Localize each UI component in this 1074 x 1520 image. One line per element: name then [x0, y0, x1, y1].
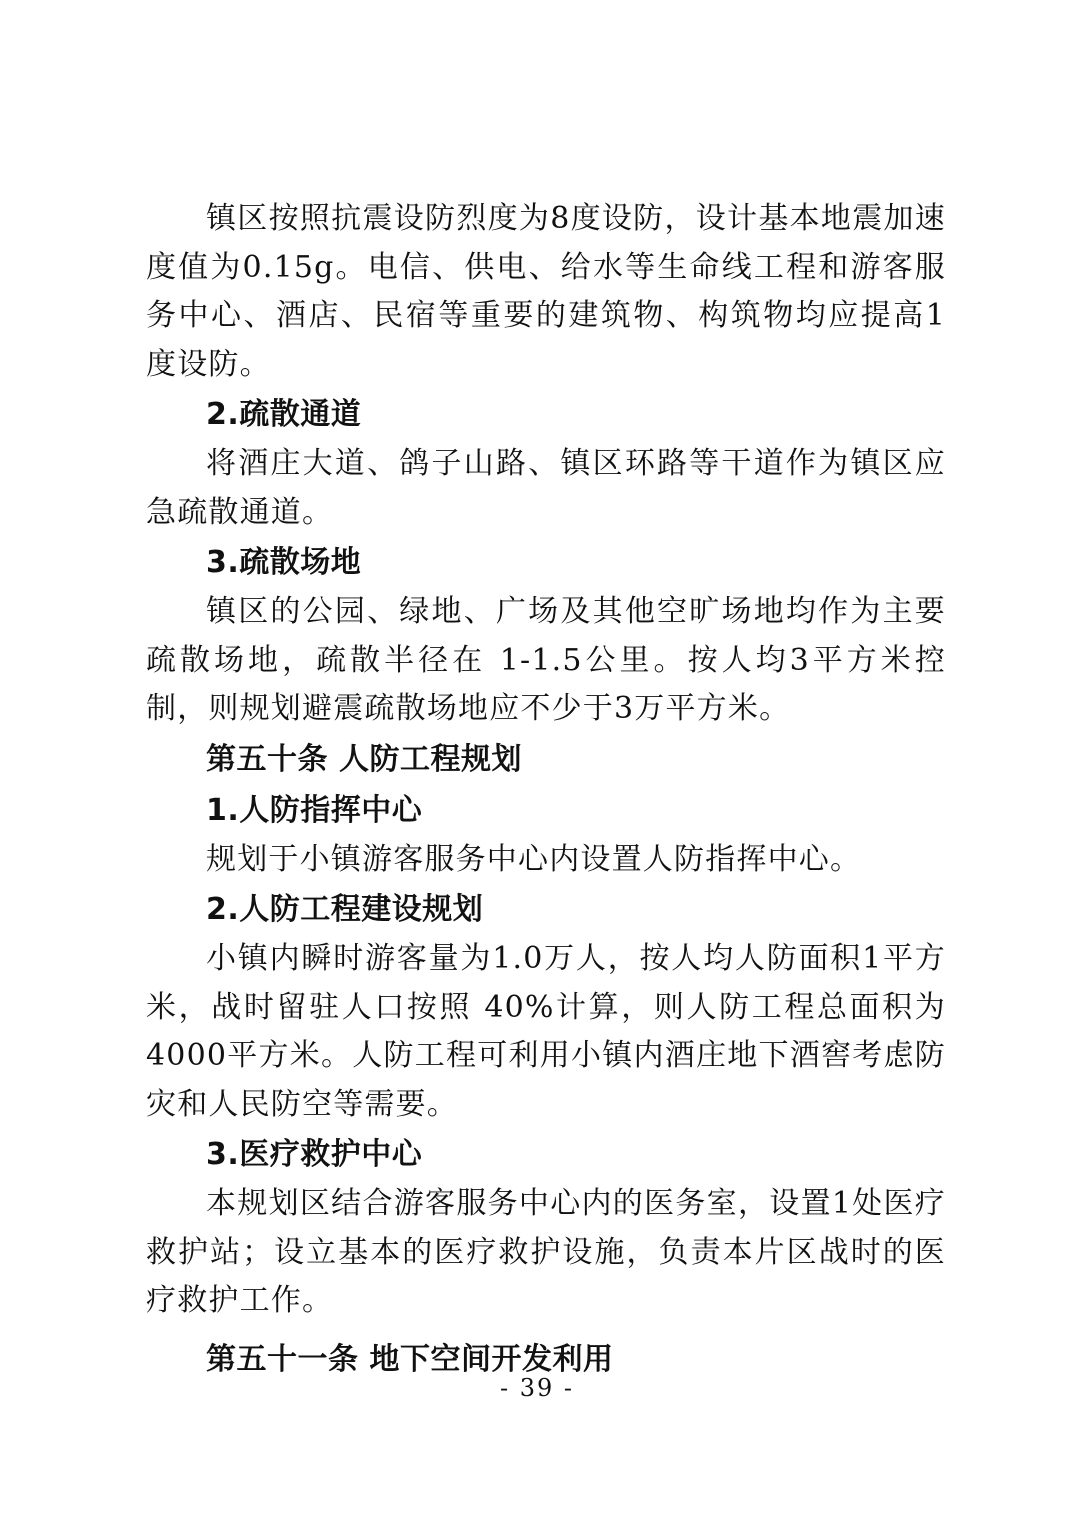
heading-evacuation-routes: 2.疏散通道 — [206, 397, 362, 432]
paragraph-civil-defense-command: 规划于小镇游客服务中心内设置人防指挥中心。 — [206, 841, 862, 877]
heading-medical-rescue-center: 3.医疗救护中心 — [206, 1137, 423, 1172]
heading-evacuation-sites: 3.疏散场地 — [206, 545, 362, 580]
paragraph-civil-defense-construction: 小镇内瞬时游客量为1.0万人，按人均人防面积1平方米，战时留驻人口按照 40%计算，则人防工程总面积为4000平方米。人防工程可利用小镇内酒庄地下酒窖考虑防灾和人民防空等需要。 — [146, 941, 946, 1122]
paragraph-medical-rescue-center: 本规划区结合游客服务中心内的医务室，设置1处医疗救护站；设立基本的医疗救护设施，负责本片区战时的医疗救护工作。 — [146, 1186, 946, 1318]
paragraph-evacuation-sites: 镇区的公园、绿地、广场及其他空旷场地均作为主要疏散场地，疏散半径在 1-1.5公里。按人均3平方米控制，则规划避震疏散场地应不少于3万平方米。 — [146, 594, 946, 726]
paragraph-seismic-fortification: 镇区按照抗震设防烈度为8度设防，设计基本地震加速度值为0.15g。电信、供电、给水等生命线工程和游客服务中心、酒店、民宿等重要的建筑物、构筑物均应提高1度设防。 — [146, 201, 946, 382]
page-number: - 39 - — [499, 1374, 574, 1402]
heading-article-51: 第五十一条 地下空间开发利用 — [206, 1341, 614, 1377]
heading-article-50: 第五十条 人防工程规划 — [206, 741, 522, 777]
document-body — [146, 195, 946, 1385]
paragraph-evacuation-routes: 将酒庄大道、鸽子山路、镇区环路等干道作为镇区应急疏散通道。 — [146, 446, 946, 530]
heading-civil-defense-command: 1.人防指挥中心 — [206, 792, 423, 828]
heading-civil-defense-construction: 2.人防工程建设规划 — [206, 892, 484, 927]
